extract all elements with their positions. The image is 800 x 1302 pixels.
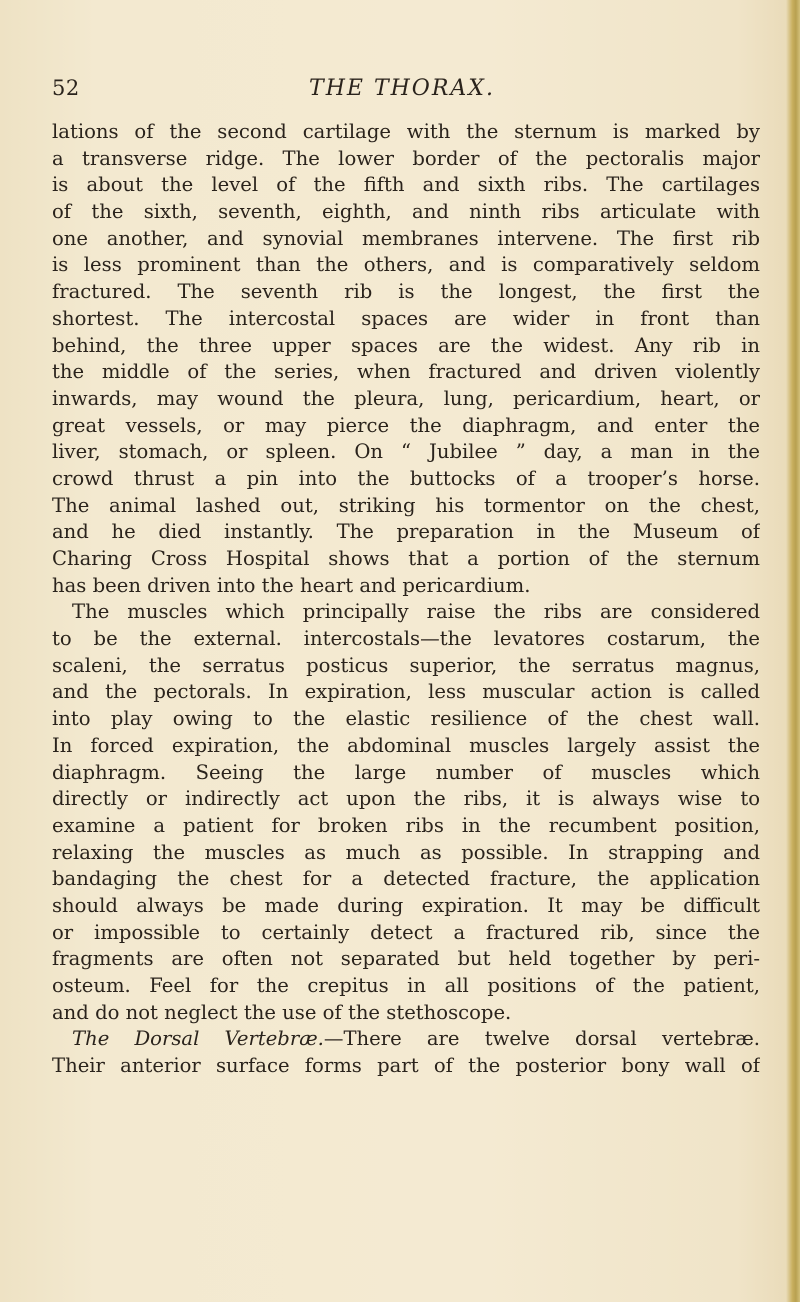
text-line: or impossible to certainly detect a fractured rib, since the xyxy=(52,920,760,944)
text-line: and he died instantly. The preparation in the Museum of xyxy=(52,520,760,544)
text-line: crowd thrust a pin into the buttocks of a trooper’s horse. xyxy=(52,466,760,490)
text-line: has been driven into the heart and pericardium. xyxy=(52,573,531,597)
text-line: and the pectorals. In expiration, less muscular action is called xyxy=(52,680,760,704)
section-heading: The Dorsal Vertebræ. xyxy=(72,1027,324,1051)
text-line: In forced expiration, the abdominal muscles largely assist the xyxy=(52,733,760,757)
text-line: fragments are often not separated but held together by peri- xyxy=(52,947,760,971)
text-line: examine a patient for broken ribs in the recumbent position, xyxy=(52,813,760,837)
text-line: the middle of the series, when fractured and driven violently xyxy=(52,360,760,384)
text-line: inwards, may wound the pleura, lung, pericardium, heart, or xyxy=(52,386,760,410)
text-line: directly or indirectly act upon the ribs, it is always wise to xyxy=(52,787,760,811)
text-line: fractured. The seventh rib is the longest, the first the xyxy=(52,280,760,304)
text-line: lations of the second cartilage with the sternum is marked by xyxy=(52,120,760,143)
body-text xyxy=(52,119,760,1080)
text-line: into play owing to the elastic resilience of the chest wall. xyxy=(52,707,760,731)
text-line: liver, stomach, or spleen. On “ Jubilee ” day, a man in the xyxy=(52,440,760,464)
running-title: THE THORAX. xyxy=(309,76,495,101)
text-line: Charing Cross Hospital shows that a portion of the sternum xyxy=(52,547,760,570)
text-line: one another, and synovial membranes intervene. The first rib xyxy=(52,226,760,250)
text-line: The animal lashed out, striking his tormentor on the chest, xyxy=(52,493,760,517)
page-edge-shadow xyxy=(786,0,800,1302)
text-line: of the sixth, seventh, eighth, and ninth ribs articulate with xyxy=(52,200,760,224)
text-line: shortest. The intercostal spaces are wider in front than xyxy=(52,306,760,330)
text-line: is less prominent than the others, and is comparatively seldom xyxy=(52,253,760,277)
text-line: to be the external. intercostals—the levatores costarum, the xyxy=(52,627,760,651)
text-line: and do not neglect the use of the stethoscope. xyxy=(52,1000,512,1024)
text-line: bandaging the chest for a detected fracture, the application xyxy=(52,867,760,891)
text-line: a transverse ridge. The lower border of the pectoralis major xyxy=(52,146,760,170)
text-line: great vessels, or may pierce the diaphragm, and enter the xyxy=(52,413,760,437)
section-heading-line xyxy=(52,1026,760,1053)
section-heading-rest: —There are twelve dorsal vertebræ. xyxy=(323,1027,760,1051)
text-line: diaphragm. Seeing the large number of muscles which xyxy=(52,760,760,784)
page-number: 52 xyxy=(52,76,80,100)
text-line: is about the level of the fifth and sixth ribs. The cartilages xyxy=(52,173,760,197)
text-line: osteum. Feel for the crepitus in all positions of the patient, xyxy=(52,974,760,997)
text-line: scaleni, the serratus posticus superior, the serratus magnus, xyxy=(52,653,760,677)
text-line: The muscles which principally raise the ribs are considered xyxy=(72,600,760,624)
text-line: Their anterior surface forms part of the posterior bony wall of xyxy=(52,1054,760,1078)
text-line: relaxing the muscles as much as possible. In strapping and xyxy=(52,840,760,864)
page-header xyxy=(52,76,752,106)
text-line: behind, the three upper spaces are the widest. Any rib in xyxy=(52,333,760,357)
text-line: should always be made during expiration. It may be difficult xyxy=(52,893,760,917)
